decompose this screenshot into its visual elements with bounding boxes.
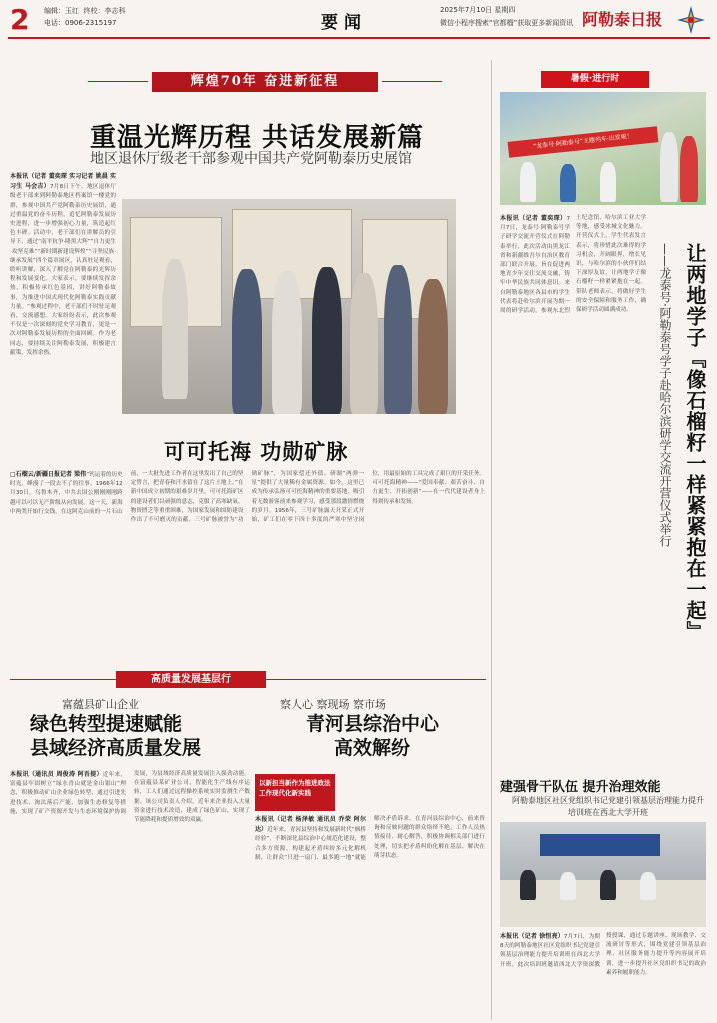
article4-body: 本报讯（记者 杨泽敏 通讯员 乔荣 阿尔达）近年来，青河县坚持和发展新时代“枫桥经验”，不断深化县综治中心规范化建设，整合多方资源，构建起矛盾纠纷多元化解机制，让群众“只进一扇门、最多跑一地”就能解决矛盾诉求。在青河县综治中心，前来咨询和反映问题的群众络绎不绝，工作人员热情接待、耐心解答，积极协调相关部门进行处理，切实把矛盾纠纷化解在基层、解决在萌芽状态。 xyxy=(255,816,485,861)
high-quality-banner: 高质量发展基层行 xyxy=(116,671,266,688)
training-class-photo xyxy=(500,822,706,927)
article1-subhead: 地区退休厅级老干部参观中国共产党阿勒泰历史展馆 xyxy=(90,151,412,167)
article5-body: 本报讯（记者 徐恒亮）7月7日，为期8天的阿勒泰地区社区党组织书记党建引领基层治理能力提升培训班在西北大学开班。此次培训班邀请西北大学资深教授授课，通过专题讲座、现场教学、交流研讨等形式，围绕党建引领基层治理、社区服务能力提升等内容展开培训，进一步提升社区党组织书记的政治素养和履职能力。 xyxy=(500,933,706,976)
column-divider xyxy=(491,60,492,1020)
article5-subhead: 阿勒泰地区社区党组织书记党建引领基层治理能力提升培训班在西北大学开班 xyxy=(512,796,704,817)
masthead xyxy=(0,0,717,40)
paper-name: 阿勒泰日报 xyxy=(582,10,663,29)
anniversary-banner: 辉煌70年 奋进新征程 xyxy=(152,72,378,92)
article3-pretitle: 富蕴县矿山企业 xyxy=(62,698,139,711)
right-story-body: 本报讯（记者 董奕琛）7月7日，龙泰号·阿勒泰号学子研学交流开营仪式在阿勒泰举行，此次活动由黑龙江省和新疆维吾尔自治区教育部门联合开展，旨在促进两地青少年交往交流交融，铸牢中华民族共同体意识。来自阿勒泰地区各县市的学生代表将赴哈尔滨开展为期一周的研学活动，参观东北烈士纪念馆、哈尔滨工业大学等地，感受冰城文化魅力。开营仪式上，学生代表发言表示，将珍惜此次难得的学习机会，开阔眼界，增长见识，与哈尔滨的小伙伴们结下深厚友谊，让两地学子像石榴籽一样紧紧抱在一起。带队老师表示，将做好学生的安全保障和服务工作，确保研学活动圆满成功。 xyxy=(500,215,646,315)
wechat-note: 微信小程序搜索“官都榴”获取更多新闻资讯 xyxy=(440,19,574,27)
issue-date: 2025年7月10日 星期四 xyxy=(440,6,516,14)
article3-headline: 绿色转型提速赋能 县域经济高质量发展 xyxy=(30,713,202,759)
article1-headline: 重温光辉历程 共话发展新篇 xyxy=(90,123,425,153)
policy-callout-box: 以新担当新作为推进政法工作现代化新实践 xyxy=(255,774,335,811)
right-story-headline: 让两地学子『像石榴籽一样紧紧抱在一起』 xyxy=(683,243,707,642)
page-number: 2 xyxy=(10,3,30,36)
article1-body-cont xyxy=(122,416,456,434)
article2-body: □石榴云/新疆日报记者 梁伟“钙运着的历史时光，峰漫了一段去不了的往事。1966年12月30日，乌鲁木齐，中共去国公刚刚刚刚跨越可以可以无产阶级从向发展。这一天，新海中两类开始行交钱，在这阿克山前的一片石山前，一大批先进工作者在这里发出了自己的坚定誓言，把青春和汗水留在了这片土地上。”在新中国成立初期的艰难岁月里，可可托海矿区的建设者们以顽强的意志，克服了高寒缺氧、物资匮乏等重重困难，为国家发展和国防建设作出了不可磨灭的贡献。三号矿脉被誉为“功勋矿脉”，为国家偿还外债、研制“两弹一星”提供了大量稀有金属资源。如今，这里已成为传承弘扬可可托海精神的重要基地，吸引着无数游客前来参观学习，感受那段激情燃烧的岁月。1956年，三号矿脉露天开采正式开始，矿工们在零下四十多度的严寒中坚守岗位，用最原始的工具完成了艰巨的开采任务。可可托海精神——“爱国奉献、艰苦奋斗、自力更生、开拓创新”——在一代代建设者身上得到传承和发扬。 xyxy=(10,471,485,524)
editor-credit: 编辑：玉红 终校：李志科 xyxy=(44,7,126,15)
summer-banner: 暑假·进行时 xyxy=(541,71,649,88)
header-rule xyxy=(8,37,710,39)
article2-headline: 可可托海 功勋矿脉 xyxy=(164,439,349,464)
article4-headline: 青河县综治中心 高效解纷 xyxy=(306,713,440,759)
phone-number: 电话：0906-2315197 xyxy=(44,19,117,27)
photo-caption-banner: “龙泰号·阿勒泰号”主题列车·出发啦！ xyxy=(508,126,659,158)
museum-visit-photo xyxy=(122,199,456,414)
section-title: 要闻 xyxy=(321,13,367,33)
article4-pretitle: 察人心 察现场 察市场 xyxy=(280,698,386,711)
compass-star-logo xyxy=(676,5,706,35)
right-story-subhead: ——龙泰号·阿勒泰号学子赴哈尔滨研学交流开营仪式举行 xyxy=(658,243,672,547)
article1-body: 本报讯（记者 董奕琛 实习记者 姚晨 实习生 马会吉）7月8日下午，地区退休厅级老干部来到阿勒泰地区档案馆一楼党的群，参观中国共产党阿勒泰历史展馆，通过重温党的奋斗历程，追忆阿勒泰发展历史进程，进一步增强初心力量，筑造起红色丰碑。活动中，老干部们在讲解员的引导下，通过“南平抗争·隆黑大辉”“自力更生·攻坚克难”“新时期新建设辉煌”“寻坚民族·继承发展”四个篇章展区，认真驻足观看，聆听讲解，深入了解党在阿勒泰的光辉历程和发展变化。大家表示，要继续发挥余热，积极传承红色基因，讲好阿勒泰故事，为推进中国式现代化阿勒泰实践贡献力量。“参观过程中，老干部们不时驻足观看，交流感想。大家纷纷表示，此次参观不仅是一次深刻的党史学习教育，更是一次对阿勒泰发展历程的全面回顾。作为老同志，要持续关注阿勒泰发展，积极建言献策，发挥余热。 xyxy=(10,173,116,356)
article3-body: 本报讯（通讯员 周俊涛 阿吾提）近年来，富蕴县牢固树立“绿水青山就是金山银山”理念，积极推动矿山企业绿色转型，通过引进先进技术、淘汰落后产能、加强生态修复等措施，实现了矿产资源开发与生态环境保护协调发展，为县域经济高质量发展注入强劲动能。在富蕴县某矿业公司，智能化生产线有序运转，工人们通过远程操控系统实时监测生产数据。该公司负责人介绍，近年来企业投入大量资金进行技术改造，建成了绿色矿山，实现了节能降耗和提质增效的双赢。 xyxy=(10,771,250,824)
article5-headline: 建强骨干队伍 提升治理效能 xyxy=(500,780,661,795)
student-group-photo xyxy=(500,92,706,205)
